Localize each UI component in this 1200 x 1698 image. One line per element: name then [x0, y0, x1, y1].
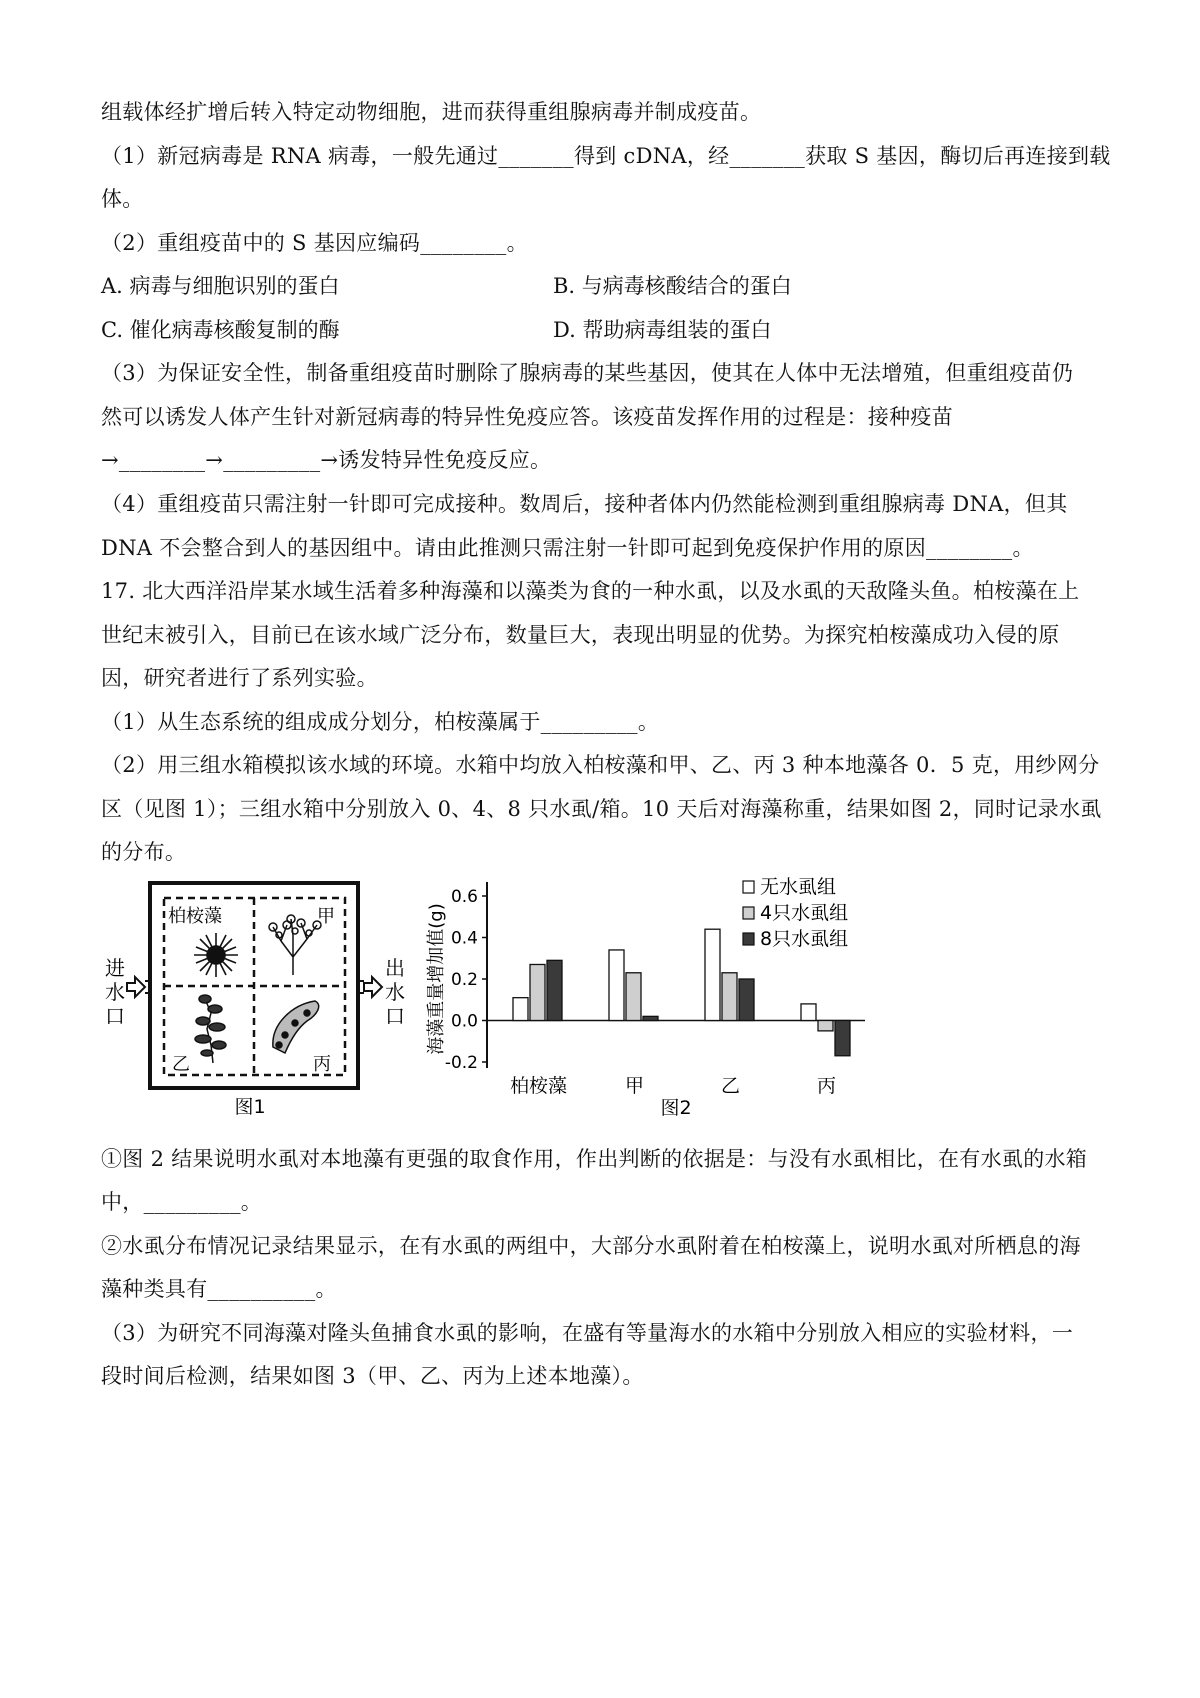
outlet-label: 水 [385, 980, 405, 1004]
inlet-label: 口 [105, 1004, 125, 1028]
bar [835, 1021, 850, 1056]
legend-swatch [743, 933, 754, 945]
question-17: 17. 北大西洋沿岸某水域生活着多种海藻和以藻类为食的一种水虱，以及水虱的天敌隆头鱼。柏桉藻在上 [101, 579, 1080, 603]
inlet-label: 水 [105, 980, 125, 1004]
bar [722, 973, 737, 1021]
x-tick-label: 丙 [816, 1075, 837, 1097]
outlet-arrow-icon [358, 977, 382, 997]
text-line: 中，_________。 [101, 1190, 263, 1214]
option-a: A. 病毒与细胞识别的蛋白 [101, 274, 340, 298]
inlet-label: 进 [105, 956, 125, 980]
text-line: 藻种类具有__________。 [101, 1277, 337, 1301]
sub-question-2-2: ②水虱分布情况记录结果显示，在有水虱的两组中，大部分水虱附着在柏桉藻上，说明水虱对所栖息的海 [101, 1234, 1081, 1258]
text-line: 段时间后检测，结果如图 3（甲、乙、丙为上述本地藻）。 [101, 1364, 644, 1388]
legend-swatch [743, 907, 754, 919]
sub-question-2-1: ①图 2 结果说明水虱对本地藻有更强的取食作用，作出判断的依据是：与没有水虱相比，在有水虱的水箱 [101, 1147, 1088, 1171]
text-line: →________→_________→诱发特异性免疫反应。 [101, 448, 552, 472]
figure-1 [95, 875, 420, 1120]
option-b: B. 与病毒核酸结合的蛋白 [553, 274, 792, 298]
branching-alga-icon [269, 915, 321, 975]
bar [609, 950, 624, 1021]
y-axis-label: 海藻重量增加值(g) [426, 903, 447, 1055]
option-d: D. 帮助病毒组装的蛋白 [553, 318, 772, 342]
outlet-label: 口 [385, 1004, 405, 1028]
y-tick-label: 0.6 [450, 887, 478, 907]
text-line: 体。 [101, 187, 144, 211]
sub-question-2: （2）用三组水箱模拟该水域的环境。水箱中均放入柏桉藻和甲、乙、丙 3 种本地藻各 0．5 克，用纱网分 [101, 753, 1100, 777]
bar [705, 929, 720, 1020]
figure-caption: 图1 [234, 1096, 266, 1118]
sub-question-1: （1）从生态系统的组成成分划分，柏桉藻属于_________。 [101, 710, 660, 734]
text-line: 世纪末被引入，目前已在该水域广泛分布，数量巨大，表现出明显的优势。为探究柏桉藻成功入侵的原 [101, 623, 1060, 647]
outlet-label: 出 [385, 956, 405, 980]
y-tick-label: 0.2 [450, 970, 478, 990]
leafy-alga-icon [273, 1001, 319, 1053]
question-4: （4）重组疫苗只需注射一针即可完成接种。数周后，接种者体内仍然能检测到重组腺病毒 DNA，但其 [101, 492, 1068, 516]
quadrant-label: 丙 [313, 1054, 331, 1075]
bar [547, 960, 562, 1020]
spiky-alga-icon [194, 933, 238, 977]
bar [739, 979, 754, 1021]
text-line: 组载体经扩增后转入特定动物细胞，进而获得重组腺病毒并制成疫苗。 [101, 100, 762, 124]
feathery-alga-icon [195, 995, 226, 1063]
figure-2-bar-chart [420, 870, 940, 1125]
bar [626, 973, 641, 1021]
quadrant-label: 柏桉藻 [168, 906, 222, 927]
option-c: C. 催化病毒核酸复制的酶 [101, 318, 340, 342]
y-tick-label: 0.4 [450, 928, 478, 949]
bar [801, 1004, 816, 1021]
question-3: （3）为保证安全性，制备重组疫苗时删除了腺病毒的某些基因，使其在人体中无法增殖，但重组疫苗仍 [101, 361, 1074, 385]
text-line: 的分布。 [101, 840, 187, 864]
legend-swatch [743, 881, 754, 893]
x-tick-label: 柏桉藻 [509, 1075, 568, 1097]
text-line: 区（见图 1）；三组水箱中分别放入 0、4、8 只水虱/箱。10 天后对海藻称重，结果如图 2，同时记录水虱 [101, 797, 1102, 821]
quadrant-label: 乙 [172, 1054, 190, 1075]
bar [818, 1021, 833, 1031]
bar [643, 1016, 658, 1020]
legend-label: 8只水虱组 [760, 928, 849, 950]
sub-question-3: （3）为研究不同海藻对隆头鱼捕食水虱的影响，在盛有等量海水的水箱中分别放入相应的实验材料，一 [101, 1321, 1074, 1345]
inlet-arrow-icon [127, 977, 150, 997]
text-line: 因，研究者进行了系列实验。 [101, 666, 378, 690]
bar [530, 964, 545, 1020]
legend-label: 无水虱组 [760, 876, 837, 898]
quadrant-label: 甲 [317, 906, 335, 927]
text-line: 然可以诱发人体产生针对新冠病毒的特异性免疫应答。该疫苗发挥作用的过程是：接种疫苗 [101, 405, 953, 429]
legend-label: 4只水虱组 [760, 902, 849, 924]
y-tick-label: 0.0 [450, 1011, 478, 1032]
text-line: DNA 不会整合到人的基因组中。请由此推测只需注射一针即可起到免疫保护作用的原因________。 [101, 536, 1034, 560]
y-tick-label: -0.2 [444, 1053, 478, 1073]
question-1: （1）新冠病毒是 RNA 病毒，一般先通过_______得到 cDNA，经_______获取 S 基因，酶切后再连接到载 [101, 144, 1111, 168]
x-tick-label: 甲 [624, 1075, 645, 1097]
bar [513, 998, 528, 1021]
figure-caption: 图2 [660, 1097, 692, 1119]
question-2: （2）重组疫苗中的 S 基因应编码________。 [101, 231, 528, 255]
x-tick-label: 乙 [720, 1075, 741, 1097]
